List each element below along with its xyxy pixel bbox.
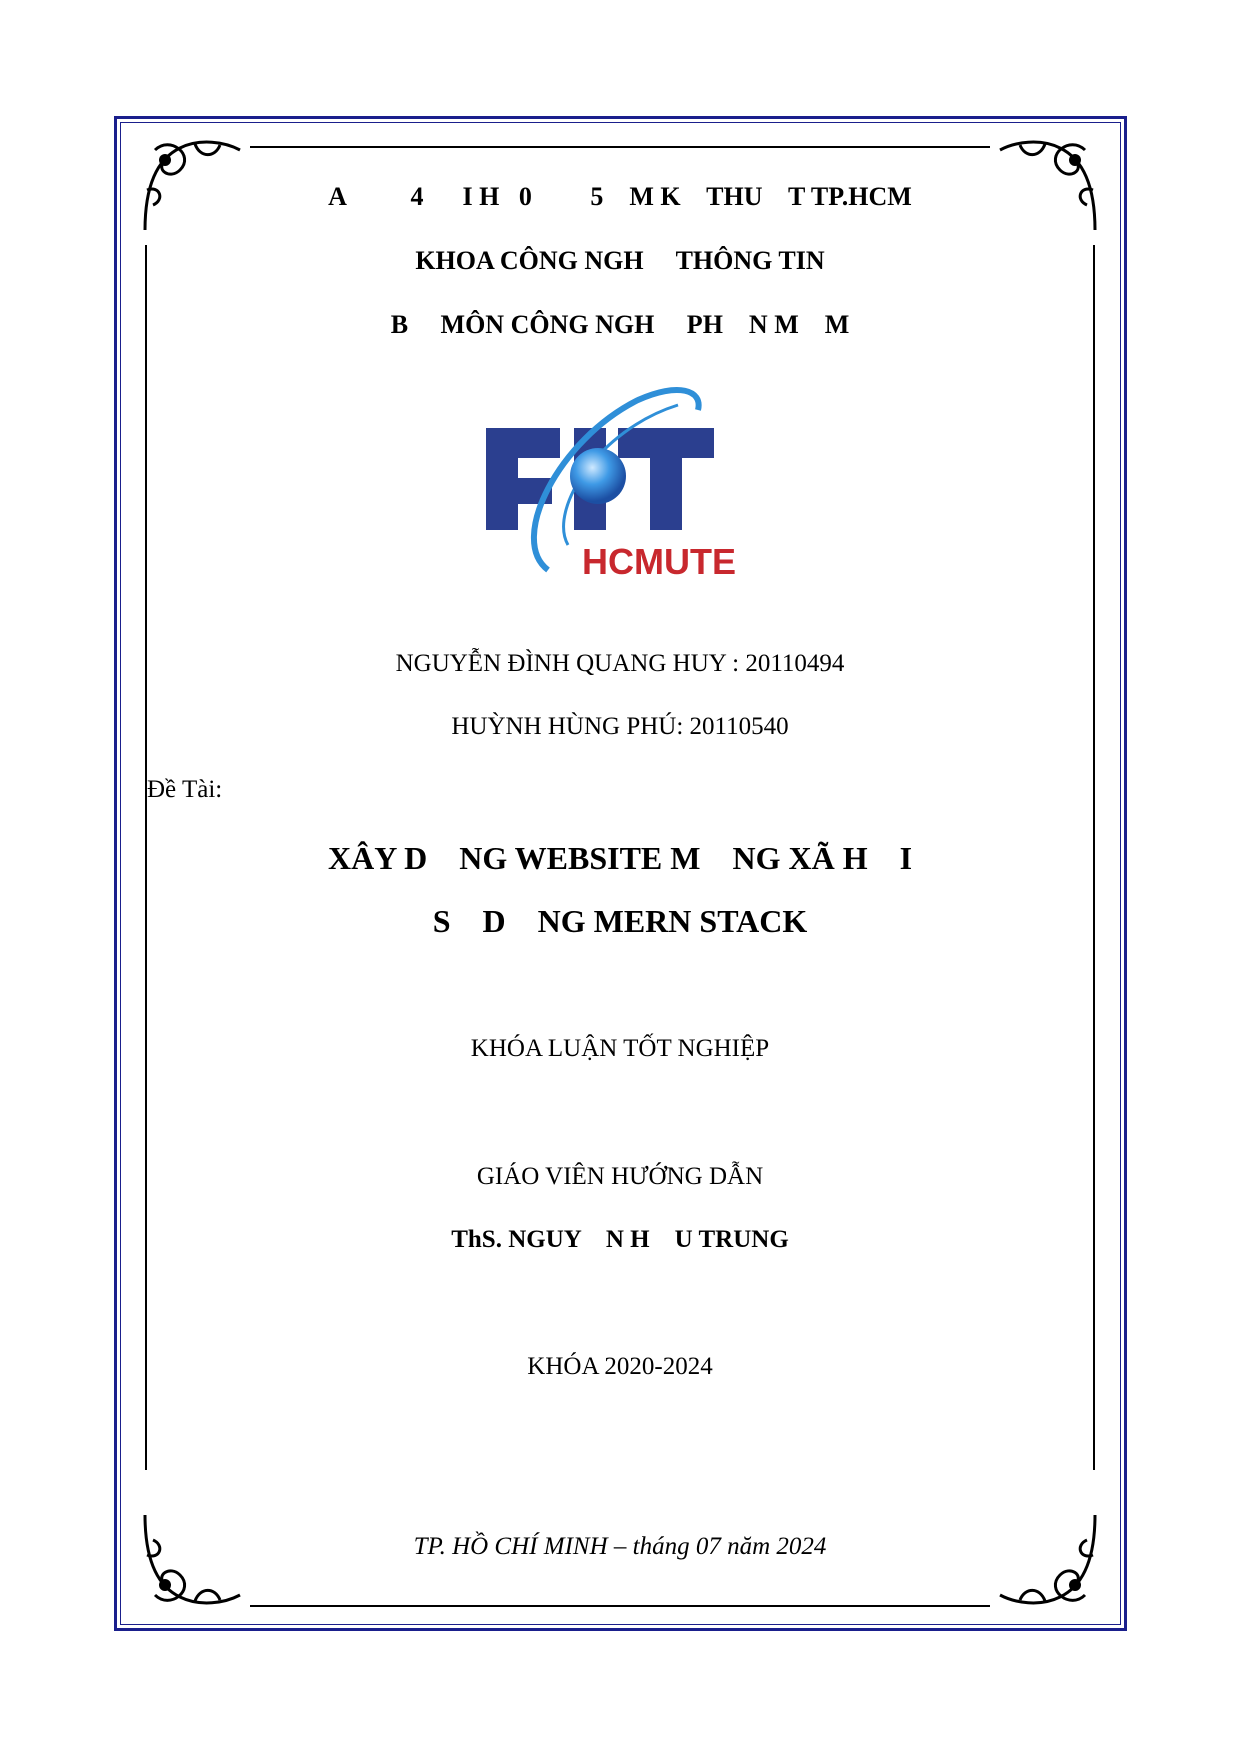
student-1: NGUYỄN ĐÌNH QUANG HUY : 20110494 [395, 650, 845, 677]
topic-label: Đề Tài: [147, 776, 223, 803]
place-date: TP. HỒ CHÍ MINH – tháng 07 năm 2024 [413, 1533, 827, 1560]
university-name: A 4 I H 0 5 M K THU T TP.HCM [328, 182, 912, 211]
thesis-title-line-1: XÂY D NG WEBSITE M NG XÃ H I [327, 840, 913, 876]
faculty-name: KHOA CÔNG NGH THÔNG TIN [415, 246, 825, 275]
decorative-line-top [250, 146, 990, 148]
decorative-line-bottom [250, 1605, 990, 1607]
department-name: B MÔN CÔNG NGH PH N M M [390, 310, 850, 339]
student-2: HUỲNH HÙNG PHÚ: 20110540 [451, 713, 789, 740]
fit-hcmute-logo [478, 380, 742, 590]
course-years: KHÓA 2020-2024 [527, 1353, 713, 1380]
logo-subtext: HCMUTE [582, 541, 736, 582]
advisor-label: GIÁO VIÊN HƯỚNG DẪN [476, 1163, 764, 1190]
thesis-type: KHÓA LUẬN TỐT NGHIỆP [470, 1035, 770, 1062]
thesis-title-line-2: S D NG MERN STACK [432, 903, 808, 939]
advisor-name: ThS. NGUY N H U TRUNG [451, 1226, 789, 1253]
